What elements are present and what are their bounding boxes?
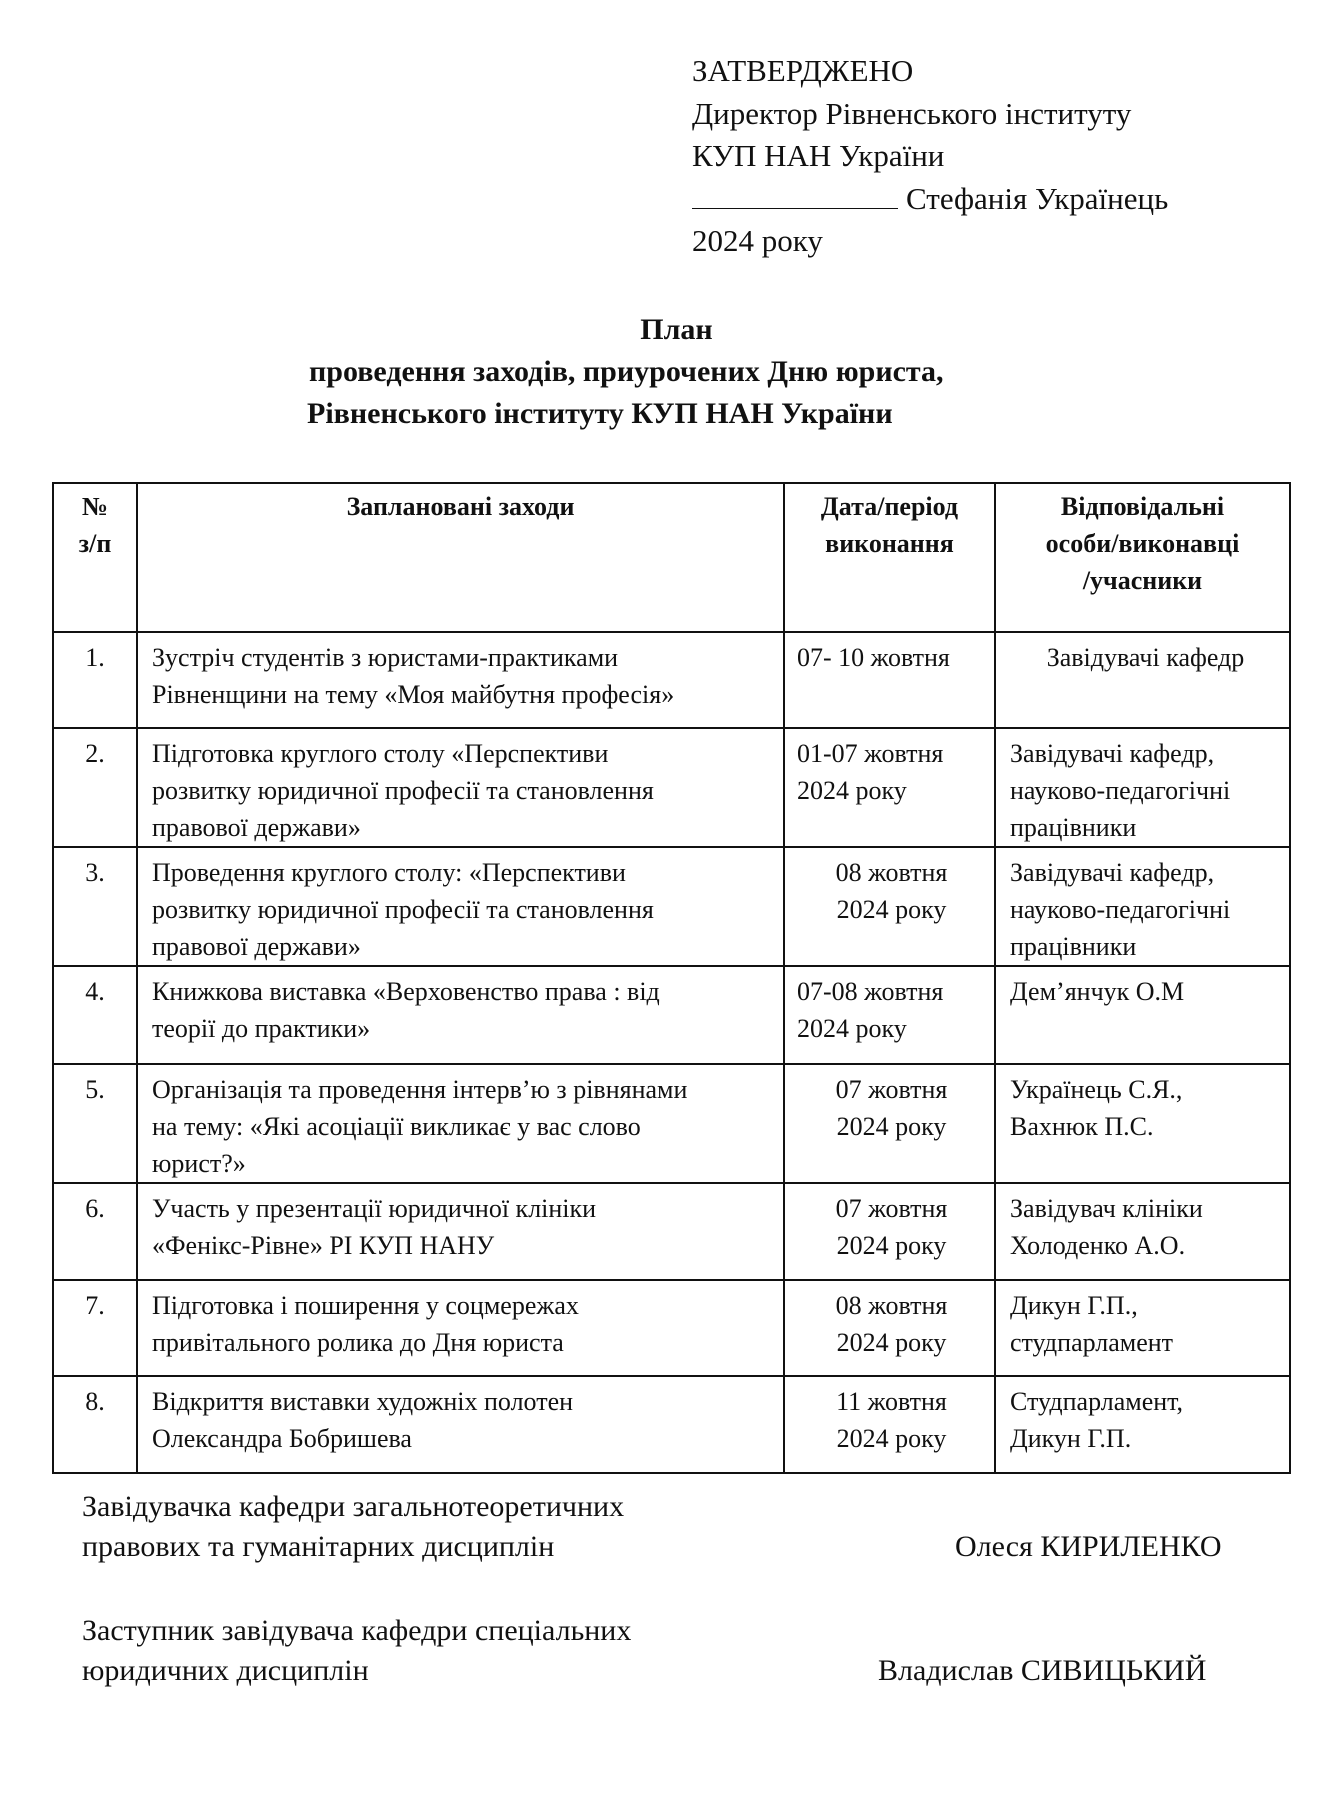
header-events-label: Заплановані заходи	[346, 492, 575, 521]
date-cell	[784, 1064, 995, 1183]
event-cell	[137, 1376, 784, 1473]
signature-2	[82, 1611, 1282, 1691]
event-cell	[137, 847, 784, 966]
approval-signature-line	[692, 178, 1168, 221]
event-text-line: на тему: «Які асоціації викликає у вас слово	[152, 1112, 641, 1141]
date-text-line: 08 жовтня	[835, 1291, 948, 1320]
title-line1: План	[640, 313, 713, 346]
row-number: 3.	[53, 847, 137, 966]
responsible-cell	[995, 966, 1290, 1064]
responsible-text-line: Студпарламент,	[1010, 1387, 1184, 1416]
signature-1-name: Олеся КИРИЛЕНКО	[955, 1530, 1222, 1563]
date-cell	[784, 1183, 995, 1280]
header-responsible-line3: /учасники	[1082, 566, 1203, 595]
table-row	[53, 728, 1290, 847]
date-cell	[784, 966, 995, 1064]
responsible-cell	[995, 1064, 1290, 1183]
responsible-text-line: Вахнюк П.С.	[1010, 1112, 1154, 1141]
signature-1	[82, 1487, 1282, 1567]
header-responsible	[995, 483, 1290, 632]
responsible-text-line: Завідувачі кафедр,	[1010, 739, 1215, 768]
header-responsible-line1: Відповідальні	[1060, 492, 1225, 521]
event-text-line: Організація та проведення інтерв’ю з рівнянами	[152, 1075, 688, 1104]
table-header-row	[53, 483, 1290, 632]
row-number: 5.	[53, 1064, 137, 1183]
date-text-line: 07 жовтня	[835, 1075, 948, 1104]
event-text-line: Олександра Бобришева	[152, 1424, 412, 1453]
event-text-line: теорії до практики»	[152, 1014, 371, 1043]
responsible-cell	[995, 632, 1290, 728]
header-num-line1: №	[81, 492, 109, 521]
date-cell	[784, 847, 995, 966]
header-num	[53, 483, 137, 632]
approval-block	[692, 50, 1168, 263]
row-number: 6.	[53, 1183, 137, 1280]
signature-blank	[692, 180, 898, 209]
table-row	[53, 1376, 1290, 1473]
responsible-text-line: Дикун Г.П.,	[1010, 1291, 1138, 1320]
signatures-block	[82, 1487, 1282, 1735]
responsible-text-line: Завідувачі кафедр	[1046, 643, 1245, 672]
event-text-line: Участь у презентації юридичної клініки	[152, 1194, 597, 1223]
row-number: 2.	[53, 728, 137, 847]
responsible-text-line: Дем’янчук О.М	[1010, 977, 1185, 1006]
date-text-line: 2024 року	[797, 776, 907, 805]
table-row	[53, 632, 1290, 728]
approval-signatory: Стефанія Українець	[906, 180, 1169, 216]
table-row	[53, 1183, 1290, 1280]
event-cell	[137, 1183, 784, 1280]
event-cell	[137, 632, 784, 728]
responsible-cell	[995, 1280, 1290, 1376]
row-number: 4.	[53, 966, 137, 1064]
event-cell	[137, 1064, 784, 1183]
approval-heading: ЗАТВЕРДЖЕНО	[692, 53, 914, 88]
date-text-line: 2024 року	[836, 1231, 947, 1260]
responsible-text-line: працівники	[1010, 932, 1137, 961]
responsible-cell	[995, 1376, 1290, 1473]
document-title	[0, 309, 1329, 435]
date-cell	[784, 1280, 995, 1376]
header-events	[137, 483, 784, 632]
header-date-line2: виконання	[825, 529, 954, 558]
event-text-line: Рівненщини на тему «Моя майбутня професія»	[152, 680, 675, 709]
event-cell	[137, 1280, 784, 1376]
plan-table	[52, 482, 1291, 1474]
responsible-text-line: науково-педагогічні	[1010, 895, 1231, 924]
title-line2: проведення заходів, приурочених Дню юриста,	[309, 355, 944, 388]
date-cell	[784, 1376, 995, 1473]
date-text-line: 2024 року	[836, 895, 947, 924]
event-text-line: «Фенікс-Рівне» РІ КУП НАНУ	[152, 1231, 495, 1260]
table-row	[53, 966, 1290, 1064]
responsible-cell	[995, 1183, 1290, 1280]
table-row	[53, 847, 1290, 966]
date-text-line: 2024 року	[836, 1424, 947, 1453]
responsible-cell	[995, 728, 1290, 847]
signature-2-position-line2: юридичних дисциплін	[82, 1654, 369, 1687]
responsible-text-line: Українець С.Я.,	[1010, 1075, 1183, 1104]
date-text-line: 08 жовтня	[835, 858, 948, 887]
signature-2-position-line1: Заступник завідувача кафедри спеціальних	[82, 1614, 632, 1647]
event-text-line: правової держави»	[152, 813, 361, 842]
date-text-line: 01-07 жовтня	[797, 739, 944, 768]
responsible-text-line: працівники	[1010, 813, 1137, 842]
header-responsible-line2: особи/виконавці	[1045, 529, 1240, 558]
event-text-line: розвитку юридичної професії та становлення	[152, 776, 654, 805]
event-text-line: Зустріч студентів з юристами-практиками	[152, 643, 619, 672]
approval-position-line2: КУП НАН України	[692, 138, 945, 173]
event-cell	[137, 728, 784, 847]
responsible-text-line: науково-педагогічні	[1010, 776, 1231, 805]
header-num-line2: з/п	[78, 529, 112, 558]
date-text-line: 07 жовтня	[835, 1194, 948, 1223]
row-number: 7.	[53, 1280, 137, 1376]
row-number: 1.	[53, 632, 137, 728]
date-cell	[784, 728, 995, 847]
event-text-line: Підготовка круглого столу «Перспективи	[152, 739, 609, 768]
responsible-text-line: Завідувач клініки	[1010, 1194, 1203, 1223]
header-date-line1: Дата/період	[820, 492, 959, 521]
date-text-line: 2024 року	[836, 1112, 947, 1141]
date-text-line: 07-08 жовтня	[797, 977, 944, 1006]
event-text-line: Відкриття виставки художніх полотен	[152, 1387, 574, 1416]
event-text-line: Проведення круглого столу: «Перспективи	[152, 858, 626, 887]
date-text-line: 11 жовтня	[836, 1387, 947, 1416]
event-text-line: Підготовка і поширення у соцмережах	[152, 1291, 579, 1320]
event-text-line: Книжкова виставка «Верховенство права : від	[152, 977, 660, 1006]
date-text-line: 2024 року	[797, 1014, 907, 1043]
signature-2-name: Владислав СИВИЦЬКИЙ	[878, 1654, 1207, 1687]
signature-1-position-line2: правових та гуманітарних дисциплін	[82, 1530, 555, 1563]
event-text-line: розвитку юридичної професії та становлення	[152, 895, 654, 924]
approval-position-line1: Директор Рівненського інституту	[692, 95, 1132, 131]
event-text-line: юрист?»	[152, 1149, 246, 1178]
event-text-line: привітального ролика до Дня юриста	[152, 1328, 564, 1357]
signature-1-position-line1: Завідувачка кафедри загальнотеоретичних	[82, 1490, 625, 1523]
responsible-text-line: Холоденко А.О.	[1010, 1231, 1186, 1260]
event-cell	[137, 966, 784, 1064]
approval-year: 2024 року	[692, 223, 823, 258]
date-text-line: 2024 року	[836, 1328, 947, 1357]
date-text-line: 07- 10 жовтня	[797, 643, 950, 672]
responsible-cell	[995, 847, 1290, 966]
responsible-text-line: Завідувачі кафедр,	[1010, 858, 1215, 887]
table-row	[53, 1280, 1290, 1376]
responsible-text-line: студпарламент	[1010, 1328, 1174, 1357]
table-row	[53, 1064, 1290, 1183]
date-cell	[784, 632, 995, 728]
header-date	[784, 483, 995, 632]
event-text-line: правової держави»	[152, 932, 361, 961]
title-line3: Рівненського інституту КУП НАН України	[307, 397, 893, 430]
row-number: 8.	[53, 1376, 137, 1473]
responsible-text-line: Дикун Г.П.	[1010, 1424, 1132, 1453]
